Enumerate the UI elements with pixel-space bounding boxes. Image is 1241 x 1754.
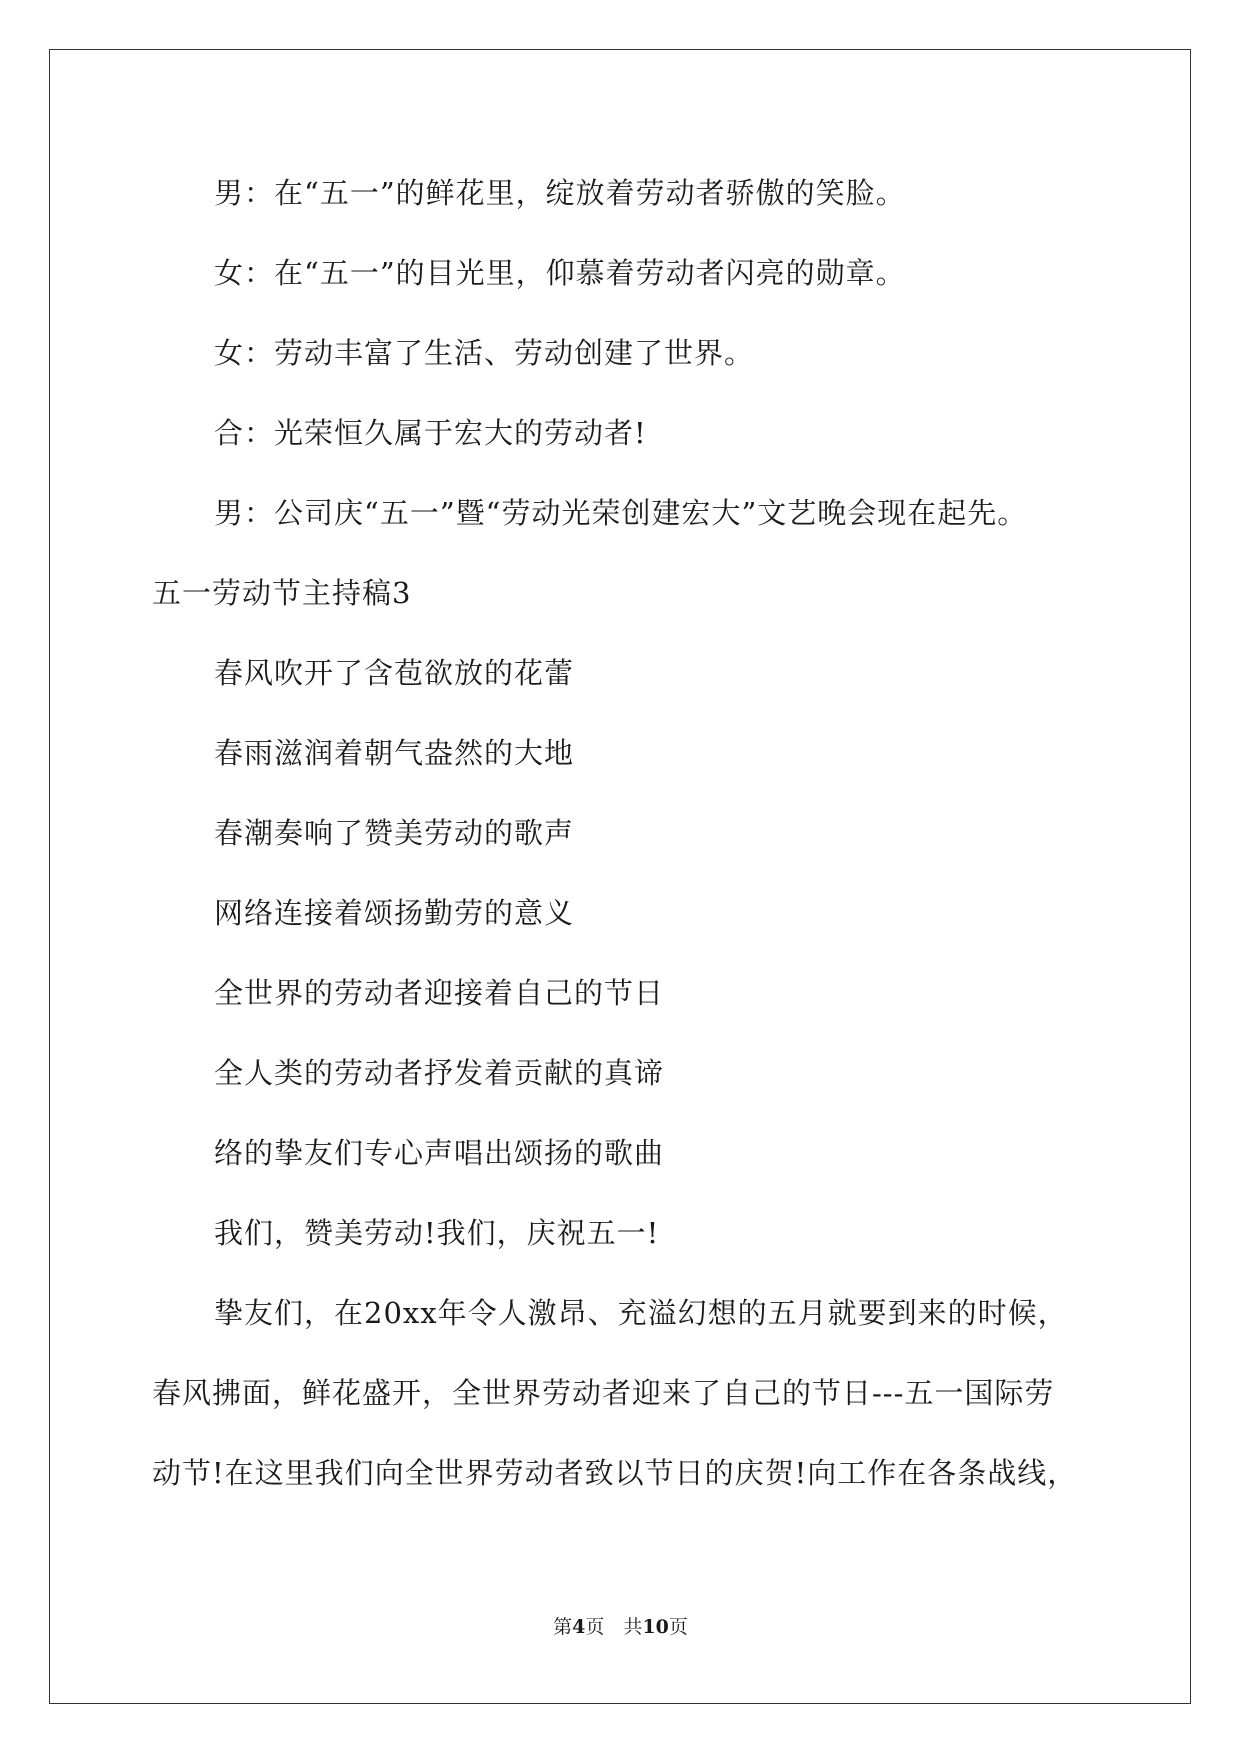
paragraph-line: 春风拂面，鲜花盛开，全世界劳动者迎来了自己的节日---五一国际劳 — [152, 1376, 1055, 1410]
poem-line: 全人类的劳动者抒发着贡献的真谛 — [214, 1056, 665, 1090]
poem-line: 春雨滋润着朝气盎然的大地 — [214, 736, 575, 770]
footer-current-page: 4 — [572, 1616, 586, 1638]
dialogue-line: 女：劳动丰富了生活、劳动创建了世界。 — [214, 336, 755, 370]
poem-line: 络的挚友们专心声唱出颂扬的歌曲 — [214, 1136, 665, 1170]
footer-middle: 页 共 — [585, 1616, 643, 1638]
dialogue-line: 合：光荣恒久属于宏大的劳动者! — [214, 416, 647, 450]
dialogue-line: 男：在“五一”的鲜花里，绽放着劳动者骄傲的笑脸。 — [214, 176, 906, 210]
poem-line: 春潮奏响了赞美劳动的歌声 — [214, 816, 575, 850]
dialogue-line: 男：公司庆“五一”暨“劳动光荣创建宏大”文艺晚会现在起先。 — [214, 496, 1028, 530]
poem-line: 我们，赞美劳动!我们，庆祝五一! — [214, 1216, 660, 1250]
page-footer — [0, 1615, 1241, 1639]
footer-suffix: 页 — [668, 1616, 688, 1638]
poem-line: 春风吹开了含苞欲放的花蕾 — [214, 656, 575, 690]
dialogue-line: 女：在“五一”的目光里，仰慕着劳动者闪亮的勋章。 — [214, 256, 906, 290]
poem-line: 网络连接着颂扬勤劳的意义 — [214, 896, 575, 930]
paragraph-line: 动节!在这里我们向全世界劳动者致以节日的庆贺!向工作在各条战线， — [152, 1456, 1078, 1490]
footer-prefix: 第 — [553, 1616, 573, 1638]
section-heading: 五一劳动节主持稿3 — [152, 576, 412, 610]
paragraph-line: 挚友们，在20xx年令人激昂、充溢幻想的五月就要到来的时候， — [214, 1296, 1068, 1330]
footer-total-pages: 10 — [642, 1616, 669, 1638]
poem-line: 全世界的劳动者迎接着自己的节日 — [214, 976, 665, 1010]
